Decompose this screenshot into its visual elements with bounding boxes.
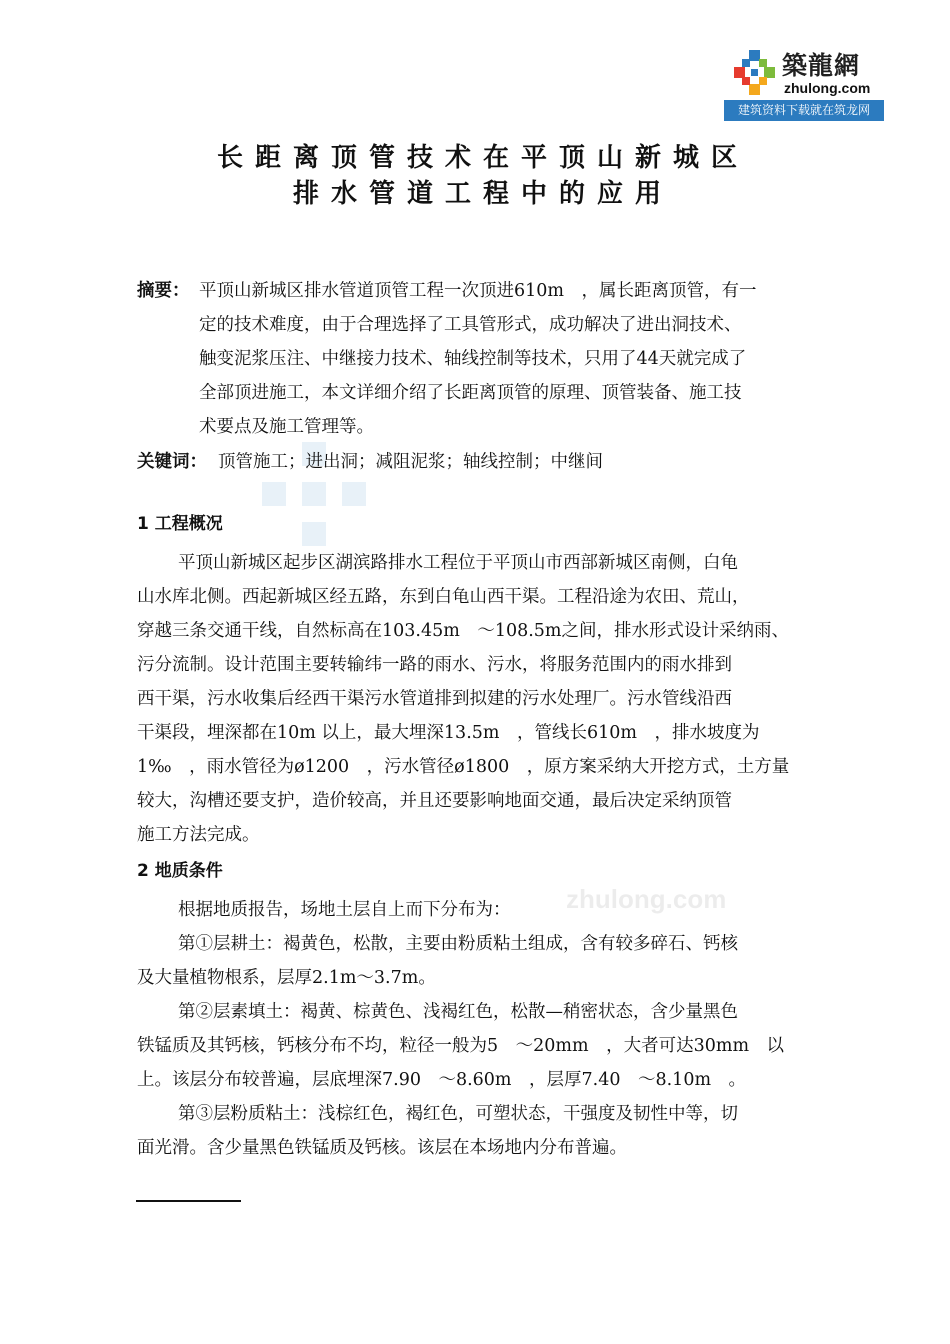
abstract-line: 术要点及施工管理等。 [199,417,374,437]
paragraph-line: 第③层粉质粘土：浅棕红色，褐红色，可塑状态，干强度及韧性中等，切 [178,1104,738,1124]
section-heading-1: 1 工程概况 [137,514,223,534]
site-logo [724,40,884,122]
paragraph-line: 及大量植物根系，层厚2.1m～3.7m。 [137,968,436,988]
watermark-text: zhulong.com [566,884,727,914]
logo-diamond-icon [730,48,780,98]
abstract-line: 全部顶进施工，本文详细介绍了长距离顶管的原理、顶管装备、施工技 [199,383,742,403]
paragraph-line: 污分流制。设计范围主要转输纬一路的雨水、污水，将服务范围内的雨水排到 [137,655,732,675]
document-title-line1: 长距离顶管技术在平顶山新城区 [216,143,749,173]
abstract-label: 摘要： [137,281,190,301]
document-title-line2: 排水管道工程中的应用 [292,179,673,209]
paragraph-line: 上。该层分布较普遍，层底埋深7.90 ～8.60m ，层厚7.40 ～8.10m 。 [137,1070,747,1090]
paragraph-line: 1‰ ，雨水管径为ø1200 ，污水管径ø1800 ，原方案采纳大开挖方式，土方量 [137,757,790,777]
section-heading-2: 2 地质条件 [137,861,223,881]
paragraph-line: 干渠段，埋深都在10m 以上，最大埋深13.5m ，管线长610m ，排水坡度为 [137,723,760,743]
abstract-line: 平顶山新城区排水管道顶管工程一次顶进610m ，属长距离顶管，有一 [199,281,757,301]
keywords-label: 关键词： [137,452,207,472]
keywords-text: 顶管施工；进出洞；减阻泥浆；轴线控制；中继间 [218,452,603,472]
paragraph-line: 面光滑。含少量黑色铁锰质及钙核。该层在本场地内分布普遍。 [137,1138,627,1158]
paragraph-line: 较大，沟槽还要支护，造价较高，并且还要影响地面交通，最后决定采纳顶管 [137,791,732,811]
logo-url: zhulong.com [784,80,871,96]
abstract-line: 定的技术难度，由于合理选择了工具管形式，成功解决了进出洞技术、 [199,315,742,335]
paragraph-line: 根据地质报告，场地土层自上而下分布为： [178,900,511,920]
paragraph-line: 平顶山新城区起步区湖滨路排水工程位于平顶山市西部新城区南侧，白龟 [178,553,738,573]
paragraph-line: 第①层耕土：褐黄色，松散，主要由粉质粘土组成，含有较多碎石、钙核 [178,934,738,954]
paragraph-line: 施工方法完成。 [137,825,260,845]
logo-name: 築龍網 [782,51,861,80]
footnote-separator [136,1200,241,1202]
paragraph-line: 铁锰质及其钙核，钙核分布不均，粒径一般为5 ～20mm ，大者可达30mm 以 [137,1036,785,1056]
paragraph-line: 山水库北侧。西起新城区经五路，东到白龟山西干渠。工程沿途为农田、荒山， [137,587,750,607]
paragraph-line: 西干渠，污水收集后经西干渠污水管道排到拟建的污水处理厂。污水管线沿西 [137,689,732,709]
paragraph-line: 第②层素填土：褐黄、棕黄色、浅褐红色，松散—稍密状态，含少量黑色 [178,1002,738,1022]
logo-slogan: 建筑资料下载就在筑龙网 [724,100,884,121]
abstract-line: 触变泥浆压注、中继接力技术、轴线控制等技术，只用了44天就完成了 [199,349,747,369]
paragraph-line: 穿越三条交通干线，自然标高在103.45m ～108.5m之间，排水形式设计采纳雨、 [137,621,790,641]
